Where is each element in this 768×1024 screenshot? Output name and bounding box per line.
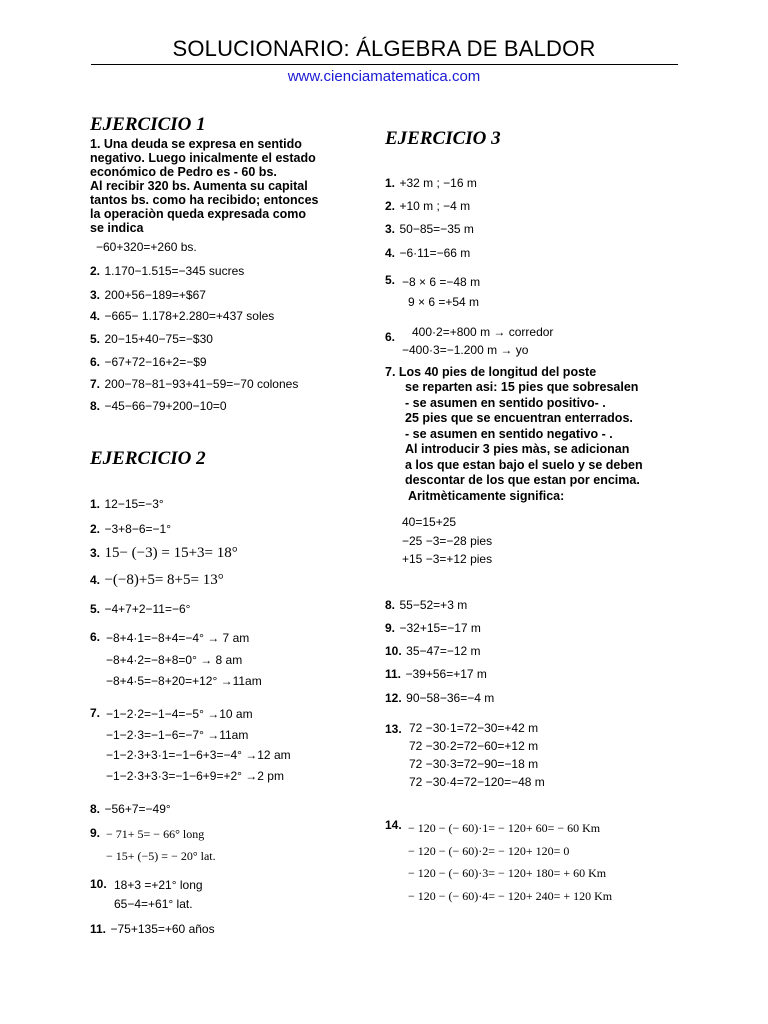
ej3-p7-line: Al introducir 3 pies màs, se adicionan: [405, 442, 630, 456]
ej1-item-6: 6. −67+72−16+2=−$9: [90, 355, 207, 369]
ej3-item-9: 9. −32+15=−17 m: [385, 621, 481, 635]
ej1-paragraph-line: la operaciòn queda expresada como: [90, 207, 307, 221]
ejercicio-3-heading: EJERCICIO 3: [385, 128, 501, 149]
ejercicio-1-heading: EJERCICIO 1: [90, 114, 206, 135]
ej3-p7-line: 25 pies que se encuentran enterrados.: [405, 411, 633, 425]
ej2-item-5: 5. −4+7+2−11=−6°: [90, 602, 191, 616]
ej2-item-9-lines: − 71+ 5= − 66° long − 15+ (−5) = − 20° lat.: [106, 827, 216, 863]
ej2-item-7-number: 7.: [90, 706, 101, 720]
ej1-paragraph-line: Al recibir 320 bs. Aumenta su capital: [90, 179, 308, 193]
ej3-item-6-number: 6.: [385, 330, 396, 344]
header-divider: [91, 64, 678, 65]
ej3-item-10: 10. 35−47=−12 m: [385, 644, 481, 658]
ej1-paragraph-line: se indica: [90, 221, 144, 235]
ej3-item-6-lines: 400·2=+800 m → corredor −400·3=−1.200 m → yo: [402, 325, 554, 357]
ej1-item-3: 3. 200+56−189=+$67: [90, 288, 206, 302]
ej1-paragraph-line: económico de Pedro es - 60 bs.: [90, 165, 277, 179]
ej3-p7-line: 7. Los 40 pies de longitud del poste: [385, 365, 597, 379]
ej1-item-5: 5. 20−15+40−75=−$30: [90, 332, 213, 346]
ej2-item-9-number: 9.: [90, 826, 101, 840]
ej1-item-2: 2. 1.170−1.515=−345 sucres: [90, 264, 245, 278]
ej2-item-2: 2. −3+8−6=−1°: [90, 522, 172, 536]
ej3-item-5-number: 5.: [385, 273, 396, 287]
ej3-item-14-number: 14.: [385, 818, 402, 832]
ej2-item-7-lines: −1−2·2=−1−4=−5° →10 am −1−2·3=−1−6=−7° →11am −1−2·3+3·1=−1−6+3=−4° →12 am −1−2·3+3·3=−1−6+9=+2° →2 pm: [106, 707, 291, 783]
ej2-item-6-lines: −8+4·1=−8+4=−4° → 7 am −8+4·2=−8+8=0° → 8 am −8+4·5=−8+20=+12° →11am: [106, 631, 262, 688]
ej3-item-1: 1. +32 m ; −16 m: [385, 176, 477, 190]
ej2-item-10-number: 10.: [90, 877, 107, 891]
ej2-item-11: 11. −75+135=+60 años: [90, 922, 215, 936]
ej3-p7-line: se reparten asi: 15 pies que sobresalen: [405, 380, 639, 394]
ej2-item-6-number: 6.: [90, 630, 101, 644]
ej3-item-13-lines: 72 −30·1=72−30=+42 m 72 −30·2=72−60=+12 m 72 −30·3=72−90=−18 m 72 −30·4=72−120=−48 m: [409, 721, 545, 789]
ej3-item-4: 4. −6·11=−66 m: [385, 246, 471, 260]
ej2-item-1: 1. 12−15=−3°: [90, 497, 164, 511]
ej3-p7-equations: 40=15+25 −25 −3=−28 pies +15 −3=+12 pies: [402, 515, 493, 566]
ejercicio-2-heading: EJERCICIO 2: [90, 448, 206, 469]
ej1-paragraph-line: 1. Una deuda se expresa en sentido: [90, 137, 302, 151]
ej3-item-11: 11. −39+56=+17 m: [385, 667, 487, 681]
ej1-paragraph-line: tantos bs. como ha recibido; entonces: [90, 193, 319, 207]
ej3-item-12: 12. 90−58−36=−4 m: [385, 691, 495, 705]
ej2-item-8: 8. −56+7=−49°: [90, 802, 171, 816]
ej1-paragraph-line: negativo. Luego inicalmente el estado: [90, 151, 316, 165]
ej3-p7-line: descontar de los que estan por encima.: [405, 473, 640, 487]
ej1-item-7: 7. 200−78−81−93+41−59=−70 colones: [90, 377, 299, 391]
ej3-p7-line: a los que estan bajo el suelo y se deben: [405, 458, 643, 472]
ej1-equation: −60+320=+260 bs.: [96, 240, 197, 254]
ej1-item-8: 8. −45−66−79+200−10=0: [90, 399, 227, 413]
ej2-item-10-lines: 18+3 =+21° long 65−4=+61° lat.: [114, 878, 203, 911]
ej3-p7-line: - se asumen en sentido positivo- .: [405, 396, 606, 410]
ej3-item-8: 8. 55−52=+3 m: [385, 598, 468, 612]
page-title: SOLUCIONARIO: ÁLGEBRA DE BALDOR: [172, 36, 596, 61]
site-url-link[interactable]: www.cienciamatematica.com: [287, 68, 481, 85]
ej3-item-2: 2. +10 m ; −4 m: [385, 199, 471, 213]
ej1-item-4: 4. −665− 1.178+2.280=+437 soles: [90, 309, 275, 323]
ej3-p7-line: - se asumen en sentido negativo - .: [405, 427, 613, 441]
ej2-item-3: 3. 15− (−3) = 15+3= 18°: [90, 545, 238, 561]
ej3-p7-line: Aritmèticamente significa:: [408, 489, 565, 503]
ej3-item-13-number: 13.: [385, 722, 402, 736]
ej2-item-4: 4. −(−8)+5= 8+5= 13°: [90, 572, 224, 588]
ej3-item-3: 3. 50−85=−35 m: [385, 222, 474, 236]
ej3-item-5-lines: −8 × 6 =−48 m 9 × 6 =+54 m: [402, 275, 481, 309]
ej3-item-14-lines: − 120 − (− 60)·1= − 120+ 60= − 60 Km − 120 − (− 60)·2= − 120+ 120= 0 − 120 − (− 60)·3= − 120+ 180= + 60 Km − 120 − (− 60)·4= − 120+ 240= + 120 Km: [408, 821, 613, 903]
